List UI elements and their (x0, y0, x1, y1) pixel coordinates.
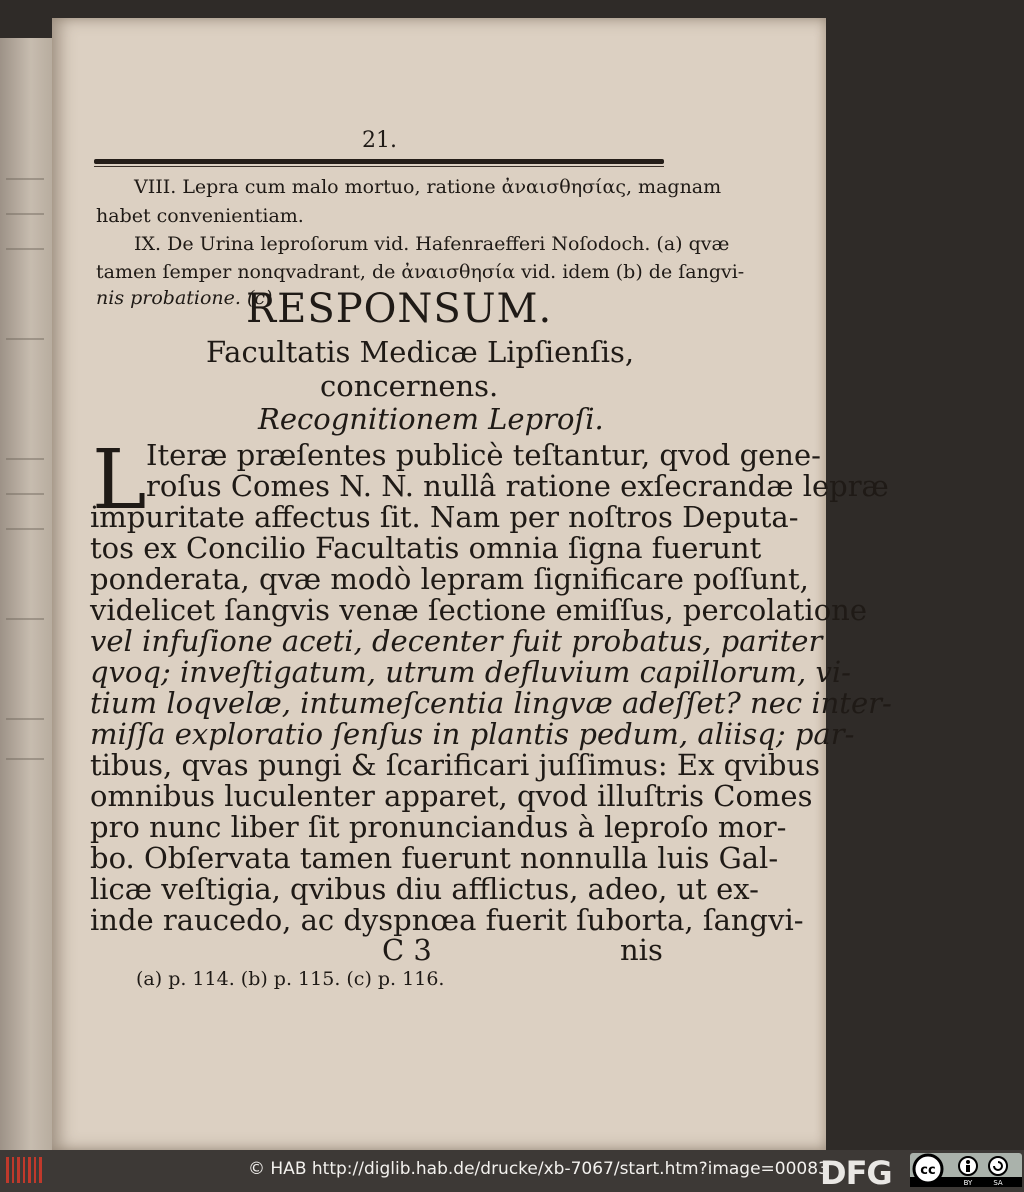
section-subtitle: Recognitionem Leproſi. (258, 402, 604, 436)
signature-mark: C 3 (382, 933, 432, 967)
page-number: 21. (362, 128, 397, 153)
text-line: nis probatione. (c) (96, 287, 273, 309)
body-line: vel infuſione aceti, decenter fuit probatus, pariter (90, 624, 823, 658)
text-line: tamen ſemper nonqvadrant, de ἀναισθησία vid. idem (b) de ſangvi- (96, 261, 745, 283)
text-line: IX. De Urina leproſorum vid. Hafenraefferi Noſodoch. (a) qvæ (134, 233, 730, 255)
text-line: habet convenientiam. (96, 205, 304, 227)
body-line: omnibus luculenter apparet, qvod illuſtris Comes (90, 779, 813, 813)
body-line: tos ex Concilio Facultatis omnia ſigna fuerunt (90, 531, 762, 565)
section-subtitle: Facultatis Medicæ Lipſienſis, (206, 335, 635, 369)
drop-cap: L (92, 433, 147, 528)
by-icon (959, 1157, 977, 1175)
viewer-footer (0, 1150, 1024, 1190)
body-line: licæ veſtigia, qvibus diu afflictus, adeo, ut ex- (90, 872, 759, 906)
body-line: pro nunc liber ſit pronunciandus à leproſo mor- (90, 810, 787, 844)
previous-page-edge (0, 38, 56, 1150)
barcode-icon (6, 1157, 46, 1183)
body-line: inde raucedo, ac dyspnœa fuerit ſuborta, ſangvi- (90, 903, 804, 937)
svg-text:cc: cc (920, 1163, 936, 1178)
sa-icon (989, 1157, 1007, 1175)
cc-license-badge[interactable] (910, 1153, 1022, 1187)
body-line: tium loqvelæ, intumeſcentia lingvæ adeſſet? nec inter- (90, 686, 892, 720)
section-title: RESPONSUM. (246, 286, 553, 332)
body-line: tibus, qvas pungi & ſcarificari juſſimus: Ex qvibus (90, 748, 821, 782)
text-line: VIII. Lepra cum malo mortuo, ratione ἀναισθησίας, magnam (134, 176, 722, 198)
source-url[interactable]: © HAB http://diglib.hab.de/drucke/xb-7067/start.htm?image=00083 (248, 1159, 829, 1179)
body-line: videlicet ſangvis venæ ſectione emiſſus, percolatione (90, 593, 867, 627)
catchword: nis (620, 933, 663, 967)
cc-icon (914, 1155, 942, 1183)
body-line: ponderata, qvæ modò lepram ſignificare poſſunt, (90, 562, 809, 596)
body-line: miſſa exploratio ſenſus in plantis pedum, aliisq; par- (90, 717, 855, 751)
header-rule (94, 159, 664, 164)
body-line: roſus Comes N. N. nullâ ratione exſecrandæ lepræ (146, 469, 889, 503)
body-line: impuritate affectus ſit. Nam per noſtros Deputa- (90, 500, 799, 534)
by-label: BY (963, 1179, 973, 1187)
body-line: bo. Obſervata tamen fuerunt nonnulla luis Gal- (90, 841, 779, 875)
section-subtitle: concernens. (320, 369, 499, 403)
sa-label: SA (993, 1179, 1003, 1187)
book-page (52, 18, 892, 1150)
dfg-logo: DFG (820, 1154, 892, 1192)
footnote: (a) p. 114. (b) p. 115. (c) p. 116. (136, 968, 445, 990)
body-line: Iteræ præſentes publicè teſtantur, qvod gene- (146, 438, 821, 472)
body-line: qvoq; inveſtigatum, utrum defluvium capillorum, vi- (90, 655, 851, 689)
header-rule-thin (94, 166, 664, 167)
